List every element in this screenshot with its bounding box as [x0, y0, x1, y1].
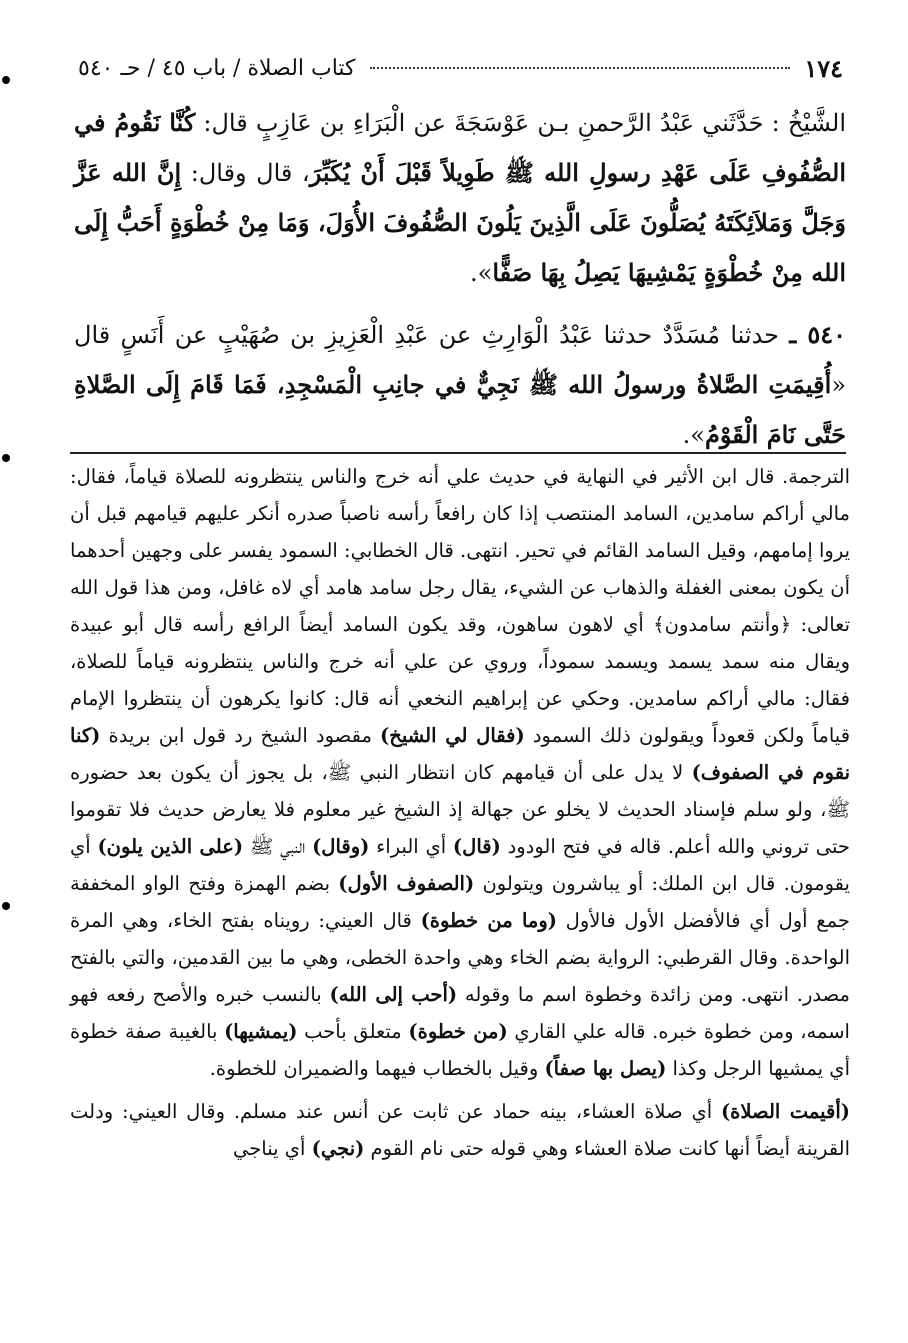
commentary-segment: أي البراء	[369, 835, 453, 858]
hadith-matn: إِنَّ الله عَزَّ وَجَلَّ وَمَلاَئِكَتَهُ يُصَلُّونَ عَلَى الَّذِينَ يَلُونَ الصُّفُوفَ الأُوَلَ، وَمَا مِنْ خُطْوَةٍ أَحَبُّ إِلَى الله مِنْ خُطْوَةٍ يَمْشِيهَا يَصِلُ بِهَا صَفًّا	[74, 158, 846, 287]
commentary-segment: النبي ﷺ	[243, 835, 313, 858]
hadith-number: ٥٤٠ ـ	[789, 320, 847, 349]
hadith-text-segment: حدثنا مُسَدَّدٌ حدثنا عَبْدُ الْوَارِثِ عن عَبْدِ الْعَزِيزِ بن صُهَيْبٍ عن أَنَسٍ قال «	[74, 321, 846, 399]
commentary-segment: بالنسب خبره والأصح رفعه فهو اسمه، ومن خطوة خبره. قاله علي القاري	[70, 983, 850, 1043]
page-header	[78, 48, 843, 88]
quoted-phrase: (قال)	[452, 835, 501, 858]
commentary-segment: أي يناجي	[232, 1137, 312, 1160]
commentary-segment: متعلق بأحب	[297, 1020, 409, 1043]
hadith-matn: كُنَّا نَقُومُ في الصُّفُوفِ عَلَى عَهْدِ رسولِ الله ﷺ طَوِيلاً قَبْلَ أَنْ يُكَبِّرَ	[74, 108, 846, 187]
quoted-phrase: (وما من خطوة)	[420, 909, 557, 932]
hadith-paragraph-539	[74, 98, 846, 298]
hadith-text-segment: الشَّيْخُ : حَدَّثَني عَبْدُ الرَّحمنِ بـن عَوْسَجَةَ عن الْبَرَاءِ بن عَازِبٍ قال:	[195, 109, 846, 137]
commentary-text	[70, 458, 850, 1167]
hadith-text-segment: ».	[470, 259, 493, 287]
commentary-segment: مقصود الشيخ رد قول ابن بريدة	[100, 724, 381, 747]
margin-mark-dot	[2, 902, 10, 910]
commentary-segment: قال العيني: رويناه بفتح الخاء، وهي المرة الواحدة. وقال القرطبي: الرواية بضم الخاء وهي واحدة الخطى، وهي ما بين القدمين، والتي بالفتح مصدر. انتهى. ومن زائدة وخطوة اسم ما وقوله	[70, 909, 850, 1006]
quoted-phrase: (الصفوف الأول)	[338, 872, 475, 895]
section-divider	[70, 452, 846, 454]
commentary-segment: بضم الهمزة وفتح الواو المخففة جمع أول أي فالأفضل الأول فالأول	[70, 872, 850, 932]
hadith-text-segment: ».	[682, 421, 705, 449]
margin-mark-dot	[2, 76, 10, 84]
quoted-phrase: (أقيمت الصلاة)	[720, 1100, 850, 1123]
quoted-phrase: (نجي)	[311, 1137, 365, 1160]
running-title: كتاب الصلاة / باب ٤٥ / حـ ٥٤٠	[78, 55, 356, 81]
hadith-paragraph-540	[74, 310, 846, 460]
quoted-phrase: (كنا نقوم في الصفوف)	[70, 724, 850, 784]
commentary-segment: أي يقومون. قال ابن الملك: أو يباشرون ويتولون	[70, 835, 850, 895]
commentary-paragraph	[70, 1093, 850, 1167]
quoted-phrase: (يصل بها صفاً)	[544, 1057, 667, 1080]
commentary-segment: وقيل بالخطاب فيهما والضميران للخطوة.	[209, 1057, 545, 1080]
quoted-phrase: (من خطوة)	[408, 1020, 508, 1043]
hadith-text	[74, 98, 846, 460]
quoted-phrase: (فقال لي الشيخ)	[380, 724, 525, 747]
commentary-paragraph	[70, 458, 850, 1087]
quoted-phrase: (أحب إلى الله)	[329, 983, 458, 1006]
hadith-matn: أُقِيمَتِ الصَّلاةُ ورسولُ الله ﷺ نَجِيٌّ في جانِبِ الْمَسْجِدِ، فَمَا قَامَ إِلَى الصَّلاةِ حَتَّى نَامَ الْقَوْمُ	[74, 370, 846, 449]
quoted-phrase: (يمشيها)	[224, 1020, 298, 1043]
commentary-segment: لا يدل على أن قيامهم كان انتظار النبي ﷺ، بل يجوز أن يكون بعد حضوره ﷺ، ولو سلم فإسناد الحديث لا يخلو عن جهالة إذ الشيخ غير معلوم فلا يعارض حديث فلا تقوموا حتى تروني والله أعلم. قاله في فتح الودود	[70, 761, 850, 858]
quoted-phrase: (وقال)	[312, 835, 370, 858]
margin-mark-dot	[2, 454, 10, 462]
hadith-text-segment: ، قال وقال:	[181, 159, 310, 187]
page-number: ١٧٤	[804, 53, 843, 83]
commentary-segment: بالغيبة صفة خطوة أي يمشيها الرجل وكذا	[70, 1020, 850, 1080]
commentary-segment: الترجمة. قال ابن الأثير في النهاية في حديث علي أنه خرج والناس ينتظرونه للصلاة قياماً، فقال: مالي أراكم سامدين، السامد المنتصب إذا كان رافعاً رأسه ناصباً صدره أنكر عليهم قيامهم قبل أن يروا إمامهم، وقيل السامد القائم في تحير. انتهى. قال الخطابي: السمود يفسر على وجهين أحدهما أن يكون بمعنى الغفلة والذهاب عن الشيء، يقال رجل سامد هامد أي لاه غافل، ومن هذا قول الله تعالى: ﴿وأنتم سامدون﴾ أي لاهون ساهون، وقد يكون السامد أيضاً الرافع رأسه قال أبو عبيدة ويقال منه سمد يسمد ويسمد سموداً، وروي عن علي أنه خرج والناس ينتظرونه قياماً للصلاة، فقال: مالي أراكم سامدين. وحكي عن إبراهيم النخعي أنه قال: كانوا يكرهون أن ينتظروا الإمام قياماً ولكن قعوداً ويقولون ذلك السمود	[70, 465, 851, 747]
quoted-phrase: (على الذين يلون)	[97, 835, 244, 858]
header-dotted-leader	[370, 67, 791, 69]
commentary-segment: أي صلاة العشاء، بينه حماد عن ثابت عن أنس عند مسلم. وقال العيني: ودلت القرينة أيضاً أنها كانت صلاة العشاء وهي قوله حتى نام القوم	[70, 1100, 850, 1160]
